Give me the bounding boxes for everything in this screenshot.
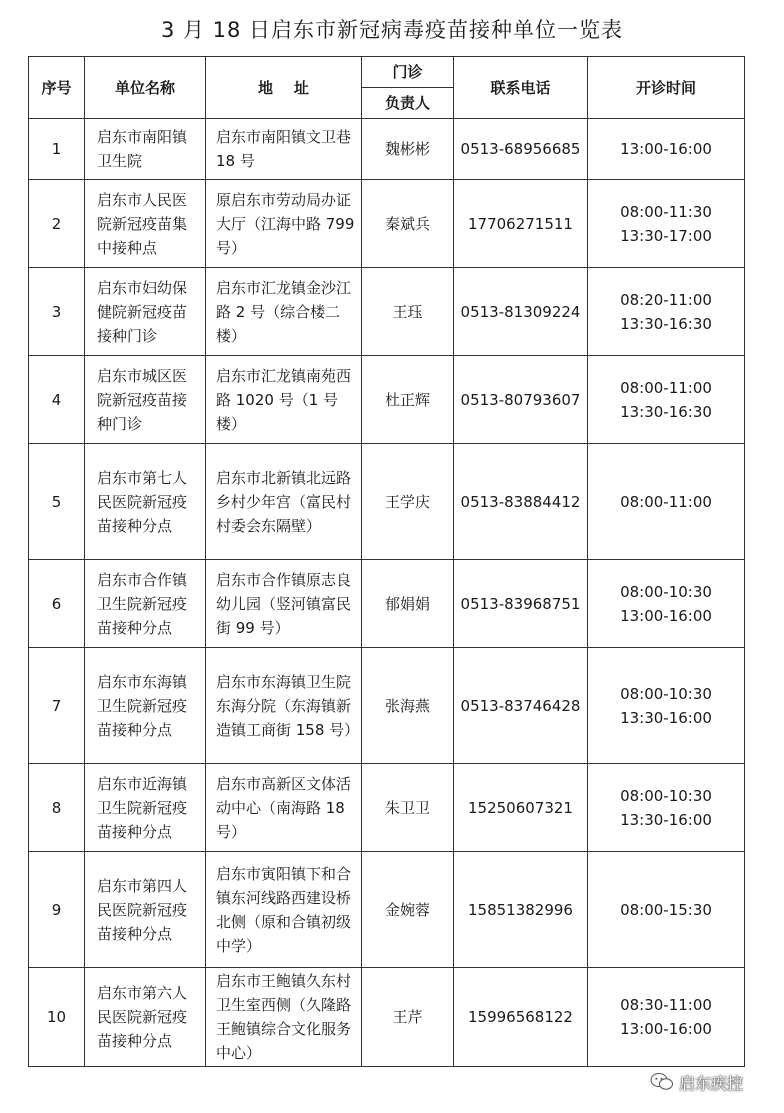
- site-address-text: 原启东市劳动局办证大厅（江海中路 799 号）: [216, 190, 355, 257]
- site-address: [206, 180, 362, 268]
- hours-line: 08:30-11:00: [620, 996, 712, 1014]
- opening-hours: [588, 560, 745, 648]
- site-address-text: 启东市汇龙镇南苑西路 1020 号（1 号楼）: [216, 366, 352, 433]
- hours-line: 13:30-16:30: [620, 314, 712, 333]
- contact-phone: 15996568122: [454, 968, 588, 1067]
- site-name-text: 启东市城区医院新冠疫苗接种门诊: [97, 366, 188, 433]
- opening-hours: [588, 852, 745, 968]
- header-row-top: [29, 57, 745, 88]
- hours-line: 08:00-10:30: [620, 786, 712, 805]
- site-name-text: 启东市近海镇卫生院新冠疫苗接种分点: [97, 774, 188, 841]
- site-name-text: 启东市人民医院新冠疫苗集中接种点: [97, 190, 188, 257]
- site-name: [85, 648, 206, 764]
- hours-line: 13:30-16:30: [620, 402, 712, 421]
- contact-phone: 15250607321: [454, 764, 588, 852]
- row-number: 10: [29, 968, 85, 1067]
- row-number: 6: [29, 560, 85, 648]
- hours-line: 13:00-16:00: [620, 606, 712, 625]
- hours-line: 08:00-11:00: [620, 378, 712, 397]
- table-row: [29, 560, 745, 648]
- site-name: [85, 119, 206, 180]
- site-address-text: 启东市合作镇原志良幼儿园（竖河镇富民街 99 号）: [216, 570, 352, 637]
- contact-person: 秦斌兵: [362, 180, 454, 268]
- opening-hours: [588, 968, 745, 1067]
- header-no: 序号: [29, 57, 85, 119]
- site-address: [206, 968, 362, 1067]
- document-title: 3 月 18 日启东市新冠病毒疫苗接种单位一览表: [160, 18, 624, 42]
- table-body: [29, 119, 745, 1067]
- contact-person: 王珏: [362, 268, 454, 356]
- site-address: [206, 444, 362, 560]
- site-name: [85, 764, 206, 852]
- hours-line: 13:00-16:00: [620, 1020, 712, 1038]
- site-address-text: 启东市寅阳镇下和合镇东河线路西建设桥北侧（原和合镇初级中学）: [216, 864, 352, 955]
- hours-line: 13:30-16:00: [620, 810, 712, 829]
- opening-hours: [588, 444, 745, 560]
- contact-phone: 0513-81309224: [454, 268, 588, 356]
- header-phone: 联系电话: [454, 57, 588, 119]
- site-name-text: 启东市第四人民医院新冠疫苗接种分点: [97, 876, 188, 943]
- hours-line: 08:00-11:30: [620, 202, 712, 221]
- contact-phone: 0513-68956685: [454, 119, 588, 180]
- contact-phone: 0513-83746428: [454, 648, 588, 764]
- site-name: [85, 444, 206, 560]
- contact-person: 张海燕: [362, 648, 454, 764]
- table-row: [29, 764, 745, 852]
- header-hours: 开诊时间: [588, 57, 745, 119]
- contact-person: 金婉蓉: [362, 852, 454, 968]
- header-clinic: 门诊: [362, 57, 454, 88]
- opening-hours: [588, 356, 745, 444]
- contact-phone: 15851382996: [454, 852, 588, 968]
- header-name: 单位名称: [85, 57, 206, 119]
- table-row: [29, 119, 745, 180]
- site-address: [206, 648, 362, 764]
- contact-phone: 0513-83884412: [454, 444, 588, 560]
- site-name-text: 启东市合作镇卫生院新冠疫苗接种分点: [97, 570, 188, 637]
- row-number: 2: [29, 180, 85, 268]
- site-address: [206, 764, 362, 852]
- opening-hours: [588, 648, 745, 764]
- hours-line: 13:30-17:00: [620, 226, 712, 245]
- site-name-text: 启东市第七人民医院新冠疫苗接种分点: [97, 468, 188, 535]
- opening-hours: [588, 119, 745, 180]
- site-address-text: 启东市汇龙镇金沙江路 2 号（综合楼二楼）: [216, 278, 352, 345]
- contact-person: 郁娟娟: [362, 560, 454, 648]
- hours-line: 13:30-16:00: [620, 708, 712, 727]
- table-row: [29, 444, 745, 560]
- table-row: [29, 648, 745, 764]
- site-address: [206, 560, 362, 648]
- table-row: [29, 356, 745, 444]
- contact-person: 魏彬彬: [362, 119, 454, 180]
- row-number: 7: [29, 648, 85, 764]
- header-address: 地 址: [206, 57, 362, 119]
- contact-phone: 0513-80793607: [454, 356, 588, 444]
- row-number: 3: [29, 268, 85, 356]
- contact-person: 王芹: [362, 968, 454, 1067]
- table-row: [29, 180, 745, 268]
- opening-hours: [588, 268, 745, 356]
- hours-line: 13:00-16:00: [620, 140, 712, 158]
- site-name-text: 启东市南阳镇卫生院: [97, 128, 188, 170]
- contact-phone: 0513-83968751: [454, 560, 588, 648]
- site-name-text: 启东市东海镇卫生院新冠疫苗接种分点: [97, 672, 188, 739]
- hours-line: 08:00-10:30: [620, 582, 712, 601]
- hours-line: 08:00-10:30: [620, 684, 712, 703]
- hours-line: 08:00-11:00: [620, 492, 712, 511]
- site-name: [85, 560, 206, 648]
- account-watermark: [650, 1068, 743, 1096]
- site-name: [85, 356, 206, 444]
- row-number: 5: [29, 444, 85, 560]
- contact-person: 王学庆: [362, 444, 454, 560]
- row-number: 8: [29, 764, 85, 852]
- vaccination-sites-table: [28, 56, 745, 1067]
- site-name-text: 启东市第六人民医院新冠疫苗接种分点: [97, 984, 188, 1050]
- site-name: [85, 852, 206, 968]
- site-address-text: 启东市王鲍镇久东村卫生室西侧（久隆路王鲍镇综合文化服务中心）: [216, 972, 352, 1062]
- header-person: 负责人: [362, 88, 454, 119]
- row-number: 4: [29, 356, 85, 444]
- contact-phone: 17706271511: [454, 180, 588, 268]
- contact-person: 朱卫卫: [362, 764, 454, 852]
- site-address: [206, 356, 362, 444]
- table-row: [29, 852, 745, 968]
- site-name: [85, 968, 206, 1067]
- site-address: [206, 268, 362, 356]
- row-number: 1: [29, 119, 85, 180]
- hours-line: 08:20-11:00: [620, 290, 712, 309]
- watermark-text: 启东疾控: [679, 1073, 744, 1093]
- row-number: 9: [29, 852, 85, 968]
- contact-person: 杜正辉: [362, 356, 454, 444]
- site-address-text: 启东市东海镇卫生院东海分院（东海镇新造镇工商街 158 号）: [216, 672, 360, 739]
- site-address-text: 启东市南阳镇文卫巷 18 号: [216, 128, 352, 170]
- site-address: [206, 852, 362, 968]
- site-name: [85, 180, 206, 268]
- hours-line: 08:00-15:30: [620, 900, 712, 919]
- wechat-icon: [650, 1072, 674, 1092]
- site-name-text: 启东市妇幼保健院新冠疫苗接种门诊: [97, 278, 188, 345]
- site-address: [206, 119, 362, 180]
- table-row: [29, 268, 745, 356]
- opening-hours: [588, 764, 745, 852]
- site-name: [85, 268, 206, 356]
- site-address-text: 启东市北新镇北远路乡村少年宫（富民村村委会东隔壁）: [216, 468, 352, 535]
- opening-hours: [588, 180, 745, 268]
- site-address-text: 启东市高新区文体活动中心（南海路 18 号）: [216, 774, 352, 841]
- table-row: [29, 968, 745, 1067]
